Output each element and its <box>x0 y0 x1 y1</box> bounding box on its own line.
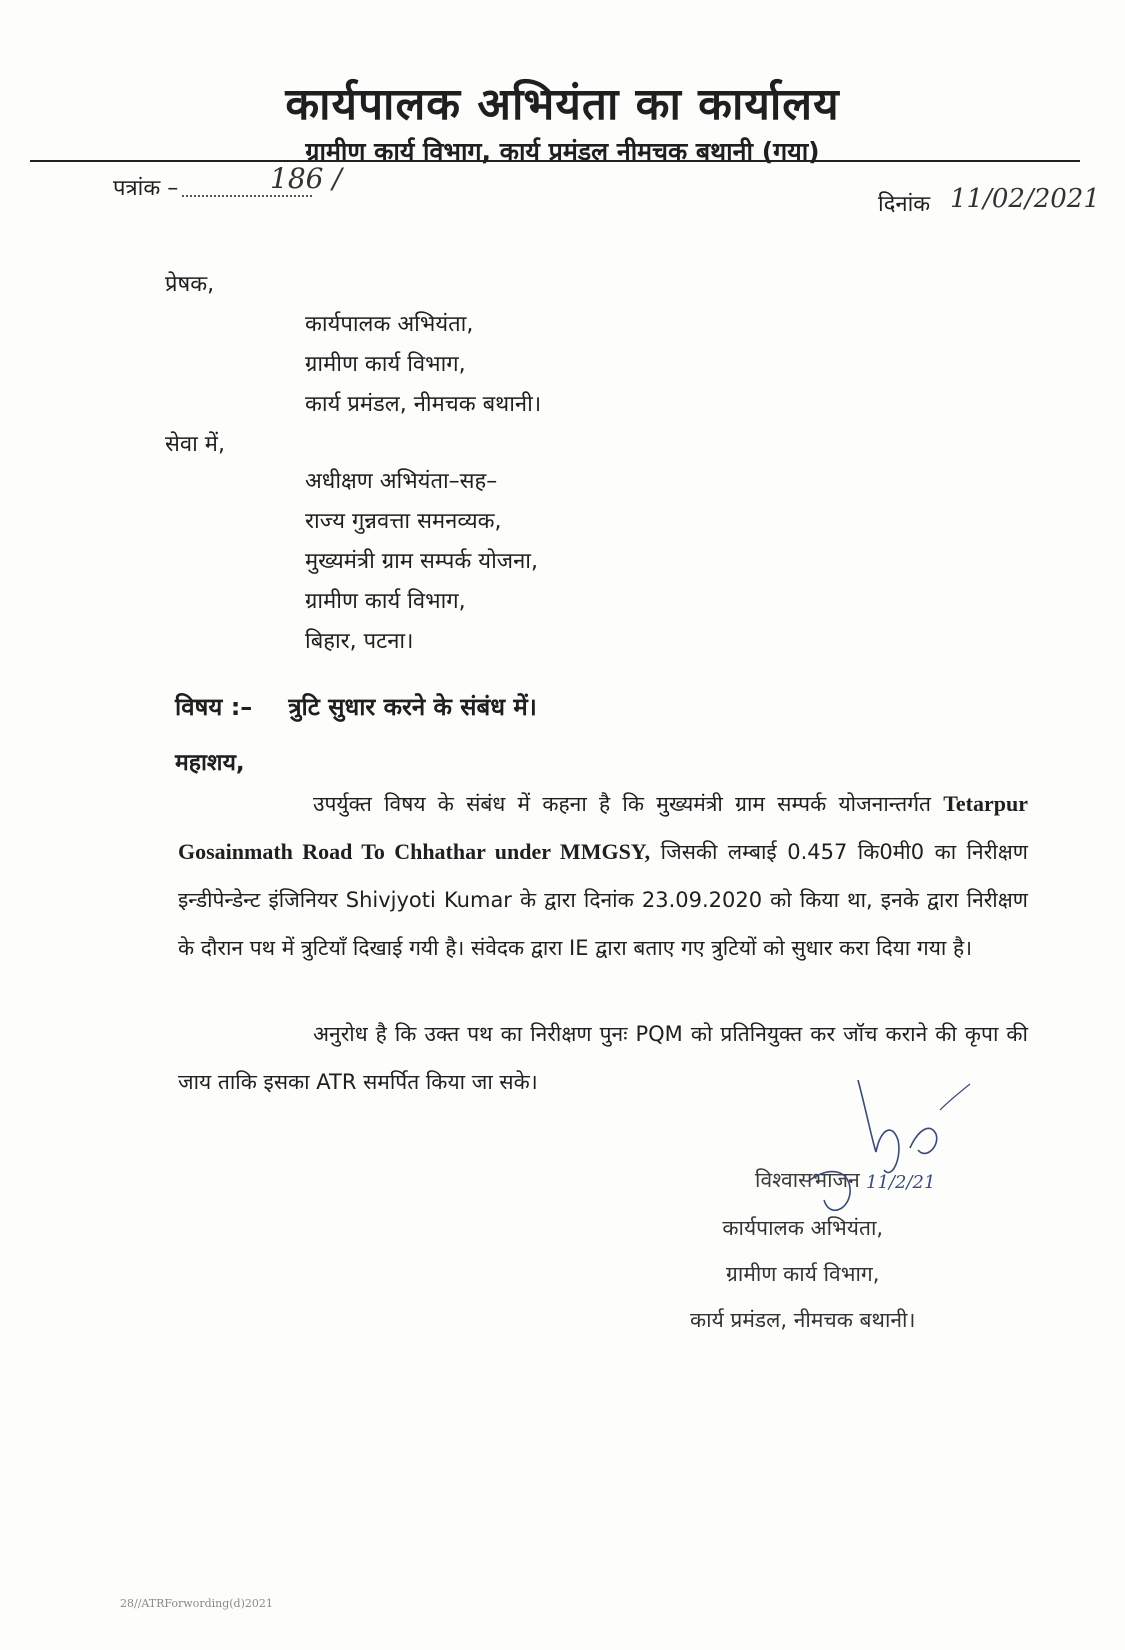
recipient-line: अधीक्षण अभियंता–सह– <box>305 469 498 494</box>
recipient-line: ग्रामीण कार्य विभाग, <box>305 589 466 614</box>
body-paragraph-1 <box>178 780 1028 972</box>
recipient-address <box>305 462 538 662</box>
recipient-label: सेवा में, <box>165 432 225 457</box>
body-paragraph-2: अनुरोध है कि उक्त पथ का निरीक्षण पुनः PQM को प्रतिनियुक्त कर जॉच कराने की कृपा की जाय ताकि इसका ATR समर्पित किया जा सके। <box>178 1022 1028 1094</box>
sender-line: ग्रामीण कार्य विभाग, <box>305 352 466 377</box>
signatory-line: कार्यपालक अभियंता, <box>722 1216 884 1240</box>
signatory-line: ग्रामीण कार्य विभाग, <box>726 1262 880 1286</box>
road-name: Tetarpur Gosainmath Road To Chhathar under MMGSY, <box>178 791 1028 864</box>
office-subtitle: ग्रामीण कार्य विभाग, कार्य प्रमंडल नीमचक बथानी (गया) <box>305 137 820 166</box>
subject-label: विषय :– <box>175 693 253 721</box>
body-p1-start: उपर्युक्त विषय के संबंध में कहना है कि मुख्यमंत्री ग्राम सम्पर्क योजनान्तर्गत <box>313 792 944 816</box>
salutation: महाशय, <box>175 750 245 776</box>
subject-text: त्रुटि सुधार करने के संबंध में। <box>288 693 537 721</box>
sender-address <box>305 305 541 425</box>
recipient-line: बिहार, पटना। <box>305 629 414 654</box>
sender-line: कार्यपालक अभियंता, <box>305 312 474 337</box>
footer-reference: 28//ATRForwording(d)2021 <box>120 1597 273 1610</box>
office-title: कार्यपालक अभियंता का कार्यालय <box>285 79 840 130</box>
date-label: दिनांक <box>878 192 931 217</box>
header-divider <box>30 160 1080 162</box>
signature-date: 11/2/21 <box>866 1172 936 1193</box>
signatory-line: कार्य प्रमंडल, नीमचक बथानी। <box>690 1308 916 1332</box>
closing-text: विश्वासभाजन <box>755 1168 860 1192</box>
subject-row <box>175 690 537 723</box>
recipient-line: मुख्यमंत्री ग्राम सम्पर्क योजना, <box>305 549 538 574</box>
letter-number-value: 186 / <box>270 162 342 195</box>
sender-line: कार्य प्रमंडल, नीमचक बथानी। <box>305 392 542 417</box>
letter-number-label: पत्रांक – <box>113 176 179 201</box>
sender-label: प्रेषक, <box>165 272 215 297</box>
date-value: 11/02/2021 <box>950 184 1100 214</box>
signatory-block <box>690 1205 915 1343</box>
recipient-line: राज्य गुन्नवत्ता समनव्यक, <box>305 509 502 534</box>
body-p1-end: जिसकी लम्बाई 0.457 कि0मी0 का निरीक्षण इन्डीपेन्डेन्ट इंजिनियर Shivjyoti Kumar के द्वारा दिनांक 23.09.2020 को किया था, इनके द्वारा निरीक्षण के दौरान पथ में त्रुटियाँ दिखाई गयी है। संवेदक द्वारा IE द्वारा बताए गए त्रुटियों को सुधार करा दिया गया है। <box>178 840 1028 960</box>
